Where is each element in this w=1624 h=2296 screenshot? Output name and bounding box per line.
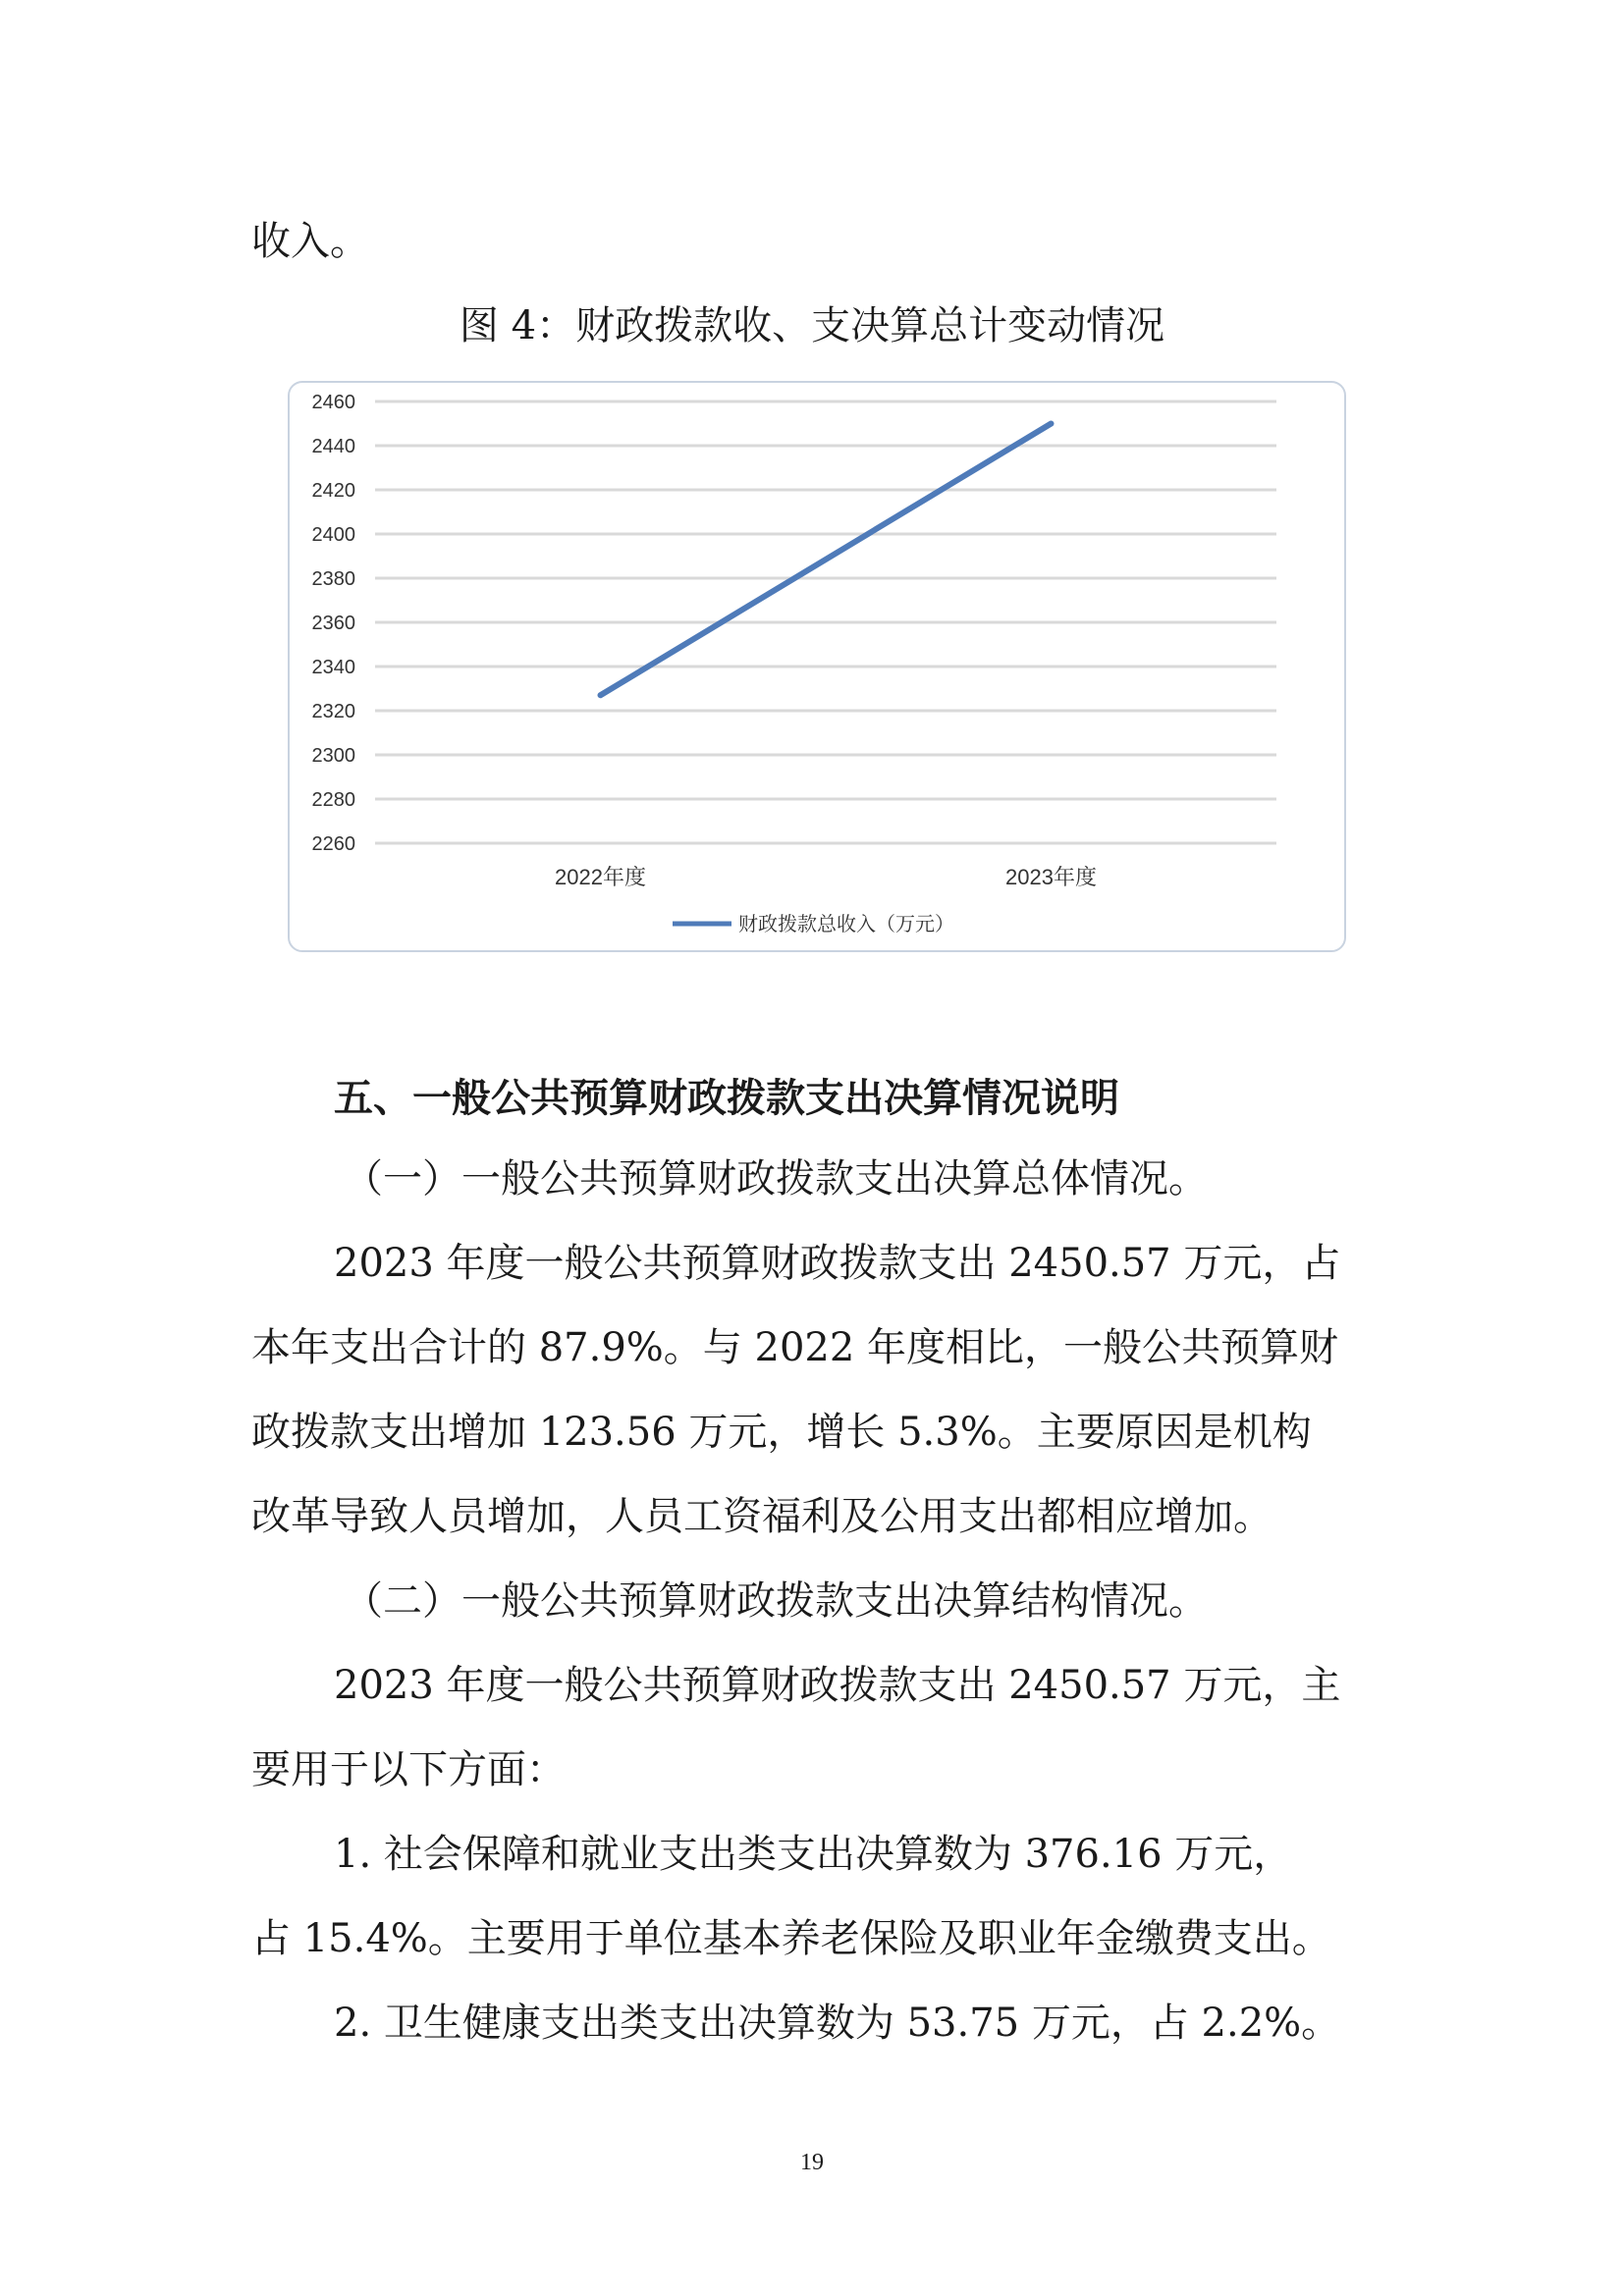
- y-tick-label: 2440: [311, 436, 355, 457]
- y-tick-label: 2260: [311, 833, 355, 855]
- paragraph-line: 占 15.4%。主要用于单位基本养老保险及职业年金缴费支出。: [251, 1916, 1331, 1961]
- paragraph-line: 改革导致人员增加，人员工资福利及公用支出都相应增加。: [251, 1494, 1272, 1539]
- paragraph-line: 1. 社会保障和就业支出类支出决算数为 376.16 万元，: [334, 1832, 1293, 1877]
- y-tick-label: 2280: [311, 789, 355, 811]
- x-tick-label: 2022年度: [555, 865, 646, 889]
- figure-title: 图 4：财政拨款收、支决算总计变动情况: [459, 303, 1165, 348]
- section-heading: 五、一般公共预算财政拨款支出决算情况说明: [334, 1076, 1119, 1121]
- paragraph-line: 收入。: [251, 219, 369, 264]
- y-tick-label: 2360: [311, 613, 355, 634]
- page-number: 19: [800, 2150, 824, 2175]
- y-tick-label: 2340: [311, 657, 355, 678]
- y-tick-label: 2300: [311, 745, 355, 767]
- paragraph-line: 政拨款支出增加 123.56 万元，增长 5.3%。主要原因是机构: [251, 1410, 1312, 1455]
- y-tick-label: 2420: [311, 480, 355, 502]
- paragraph-line: 2023 年度一般公共预算财政拨款支出 2450.57 万元，占: [334, 1241, 1341, 1286]
- paragraph-line: 2. 卫生健康支出类支出决算数为 53.75 万元，占 2.2%。: [334, 2001, 1341, 2046]
- paragraph-line: 2023 年度一般公共预算财政拨款支出 2450.57 万元，主: [334, 1663, 1341, 1708]
- subsection-heading: （一）一般公共预算财政拨款支出决算总体情况。: [344, 1156, 1208, 1201]
- paragraph-line: 本年支出合计的 87.9%。与 2022 年度相比，一般公共预算财: [251, 1325, 1339, 1370]
- x-tick-label: 2023年度: [1005, 865, 1097, 889]
- y-tick-label: 2400: [311, 524, 355, 546]
- y-tick-label: 2380: [311, 568, 355, 590]
- line-chart: [285, 378, 1351, 957]
- y-tick-label: 2320: [311, 701, 355, 722]
- y-tick-label: 2460: [311, 392, 355, 413]
- subsection-heading: （二）一般公共预算财政拨款支出决算结构情况。: [344, 1578, 1208, 1624]
- paragraph-line: 要用于以下方面：: [251, 1747, 566, 1792]
- legend-label: 财政拨款总收入（万元）: [738, 912, 954, 935]
